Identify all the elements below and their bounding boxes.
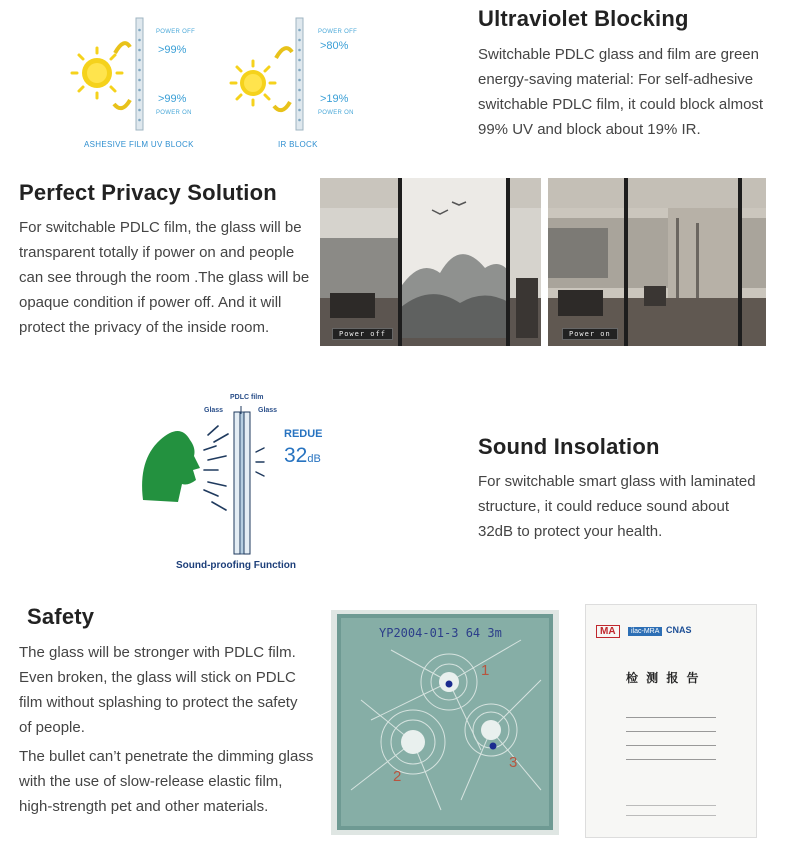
photo-power-on xyxy=(548,178,766,346)
uv-power-on-label: POWER ON xyxy=(156,110,192,116)
glass-right-label: Glass xyxy=(258,407,278,414)
uv-text: Switchable PDLC glass and film are green energy-saving material: For self-adhesive switchable PDLC film, it could block almost 99% UV and block about 19% IR. xyxy=(478,46,764,138)
uv-title: Ultraviolet Blocking xyxy=(478,6,689,31)
pdlc-film-label: PDLC film xyxy=(230,394,264,401)
power-off-tag: Power off xyxy=(332,328,393,340)
ir-right-bottom-value: >19% xyxy=(320,93,349,105)
test-report-document xyxy=(585,604,757,838)
reflect-arrow-icon xyxy=(115,43,130,53)
mark-1: 1 xyxy=(481,662,490,679)
sound-caption: Sound-proofing Function xyxy=(176,560,296,571)
ir-power-off-label: POWER OFF xyxy=(318,29,358,35)
sun-icon-right xyxy=(231,61,275,105)
uv-diagram xyxy=(60,10,390,160)
safety-text-1: The glass will be stronger with PDLC film. Even broken, the glass will stick on PDLC film without splashing to protect the safety of people. xyxy=(19,644,298,736)
db-readout xyxy=(284,444,321,468)
speaking-head-icon xyxy=(142,431,200,502)
photo-power-off xyxy=(320,178,541,346)
uv-block-caption: ASHESIVE FILM UV BLOCK xyxy=(84,140,194,149)
glass-left-label: Glass xyxy=(204,407,224,414)
report-badge-ilac: ilac-MRA xyxy=(628,627,662,636)
sound-title: Sound Insolation xyxy=(478,434,660,459)
sound-diagram xyxy=(138,390,348,580)
privacy-title: Perfect Privacy Solution xyxy=(19,180,277,205)
glass-handwritten-label: YP2004-01-3 64 3m xyxy=(379,626,502,640)
sun-icon-left xyxy=(72,48,122,98)
db-unit: dB xyxy=(307,453,321,465)
ir-power-on-label: POWER ON xyxy=(318,110,354,116)
uv-left-top-value: >99% xyxy=(158,44,187,56)
report-title: 检 测 报 告 xyxy=(626,671,701,685)
bulletproof-glass-photo xyxy=(331,610,559,835)
report-badge-ma: MA xyxy=(596,625,620,638)
report-badge-cnas: CNAS xyxy=(666,625,692,635)
mark-3: 3 xyxy=(509,754,518,771)
redue-label: REDUE xyxy=(284,428,323,440)
mark-2: 2 xyxy=(393,768,402,785)
sound-text: For switchable smart glass with laminated structure, it could reduce sound about 32dB to protect your health. xyxy=(478,473,756,540)
power-on-tag: Power on xyxy=(562,328,618,340)
privacy-text: For switchable PDLC film, the glass will be transparent totally if power on and people can see through the room .The glass will be opaque condition if power off. And it will protect the privacy of the inside room. xyxy=(19,219,310,336)
ir-right-top-value: >80% xyxy=(320,40,349,52)
reflect-arrow-icon xyxy=(114,100,130,108)
uv-left-bottom-value: >99% xyxy=(158,93,187,105)
safety-title: Safety xyxy=(27,604,95,629)
uv-power-off-label: POWER OFF xyxy=(156,29,196,35)
safety-text-2: The bullet can’t penetrate the dimming glass with the use of slow-release elastic film, high-strength pet and other materials. xyxy=(19,748,314,815)
db-value: 32 xyxy=(284,444,308,467)
ir-block-caption: IR BLOCK xyxy=(278,140,318,149)
